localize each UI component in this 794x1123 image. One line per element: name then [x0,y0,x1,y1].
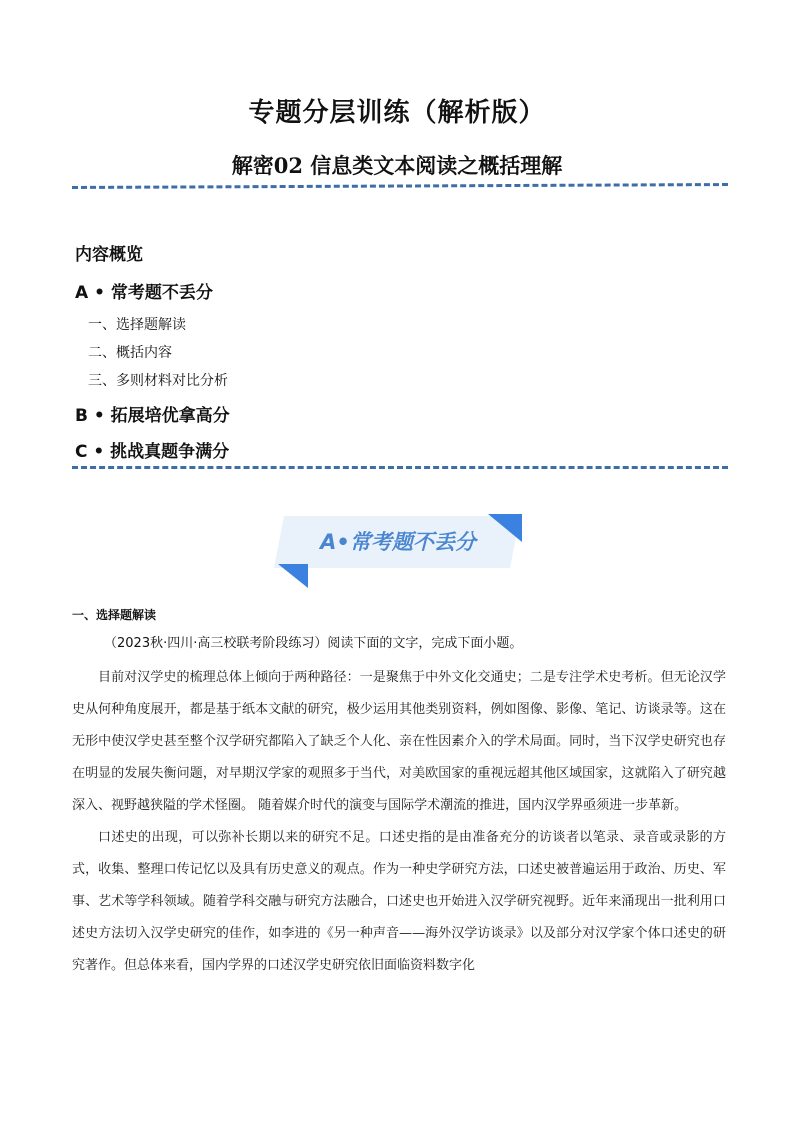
toc-item: 一、选择题解读 [88,317,186,333]
section-title: 一、选择题解读 [72,608,157,622]
toc-heading: 内容概览 [75,245,143,265]
banner-text: A•常考题不丢分 [320,530,476,554]
toc-section-a: A • 常考题不丢分 [75,283,213,303]
dashed-divider-top [72,183,728,189]
reading-passage [72,662,726,982]
toc-item: 三、多则材料对比分析 [88,373,228,389]
toc-section-c: C • 挑战真题争满分 [75,442,230,462]
question-source: （2023秋·四川·高三校联考阶段练习）阅读下面的文字，完成下面小题。 [104,636,523,651]
page-subtitle: 解密02 信息类文本阅读之概括理解 [231,153,563,178]
section-banner [272,512,524,588]
toc-section-b: B • 拓展培优拿高分 [75,406,230,426]
page-title: 专题分层训练（解析版） [248,98,546,128]
dashed-divider-bottom [72,466,728,469]
passage-paragraph: 口述史的出现，可以弥补长期以来的研究不足。口述史指的是由准备充分的访谈者以笔录、录音或录影的方式，收集、整理口传记忆以及具有历史意义的观点。作为一种史学研究方法，口述史被普遍运用于政治、历史、军事、艺术等学科领域。随着学科交融与研究方法融合，口述史也开始进入汉学研究视野。近年来涌现出一批利用口述史方法切入汉学史研究的佳作，如李进的《另一种声音——海外汉学访谈录》以及部分对汉学家个体口述史的研究著作。但总体来看，国内学界的口述汉学史研究依旧面临资料数字化 [72,830,726,973]
passage-paragraph: 目前对汉学史的梳理总体上倾向于两种路径：一是聚焦于中外文化交通史；二是专注学术史考析。但无论汉学史从何种角度展开，都是基于纸本文献的研究，极少运用其他类别资料，例如图像、影像、笔记、访谈录等。这在无形中使汉学史甚至整个汉学研究都陷入了缺乏个人化、亲在性因素介入的学术局面。同时，当下汉学史研究也存在明显的发展失衡问题，对早期汉学家的观照多于当代，对美欧国家的重视远超其他区域国家，这就陷入了研究越深入、视野越狭隘的学术怪圈。 随着媒介时代的演变与国际学术潮流的推进，国内汉学界亟须进一步革新。 [72,670,726,813]
toc-item: 二、概括内容 [88,345,172,361]
